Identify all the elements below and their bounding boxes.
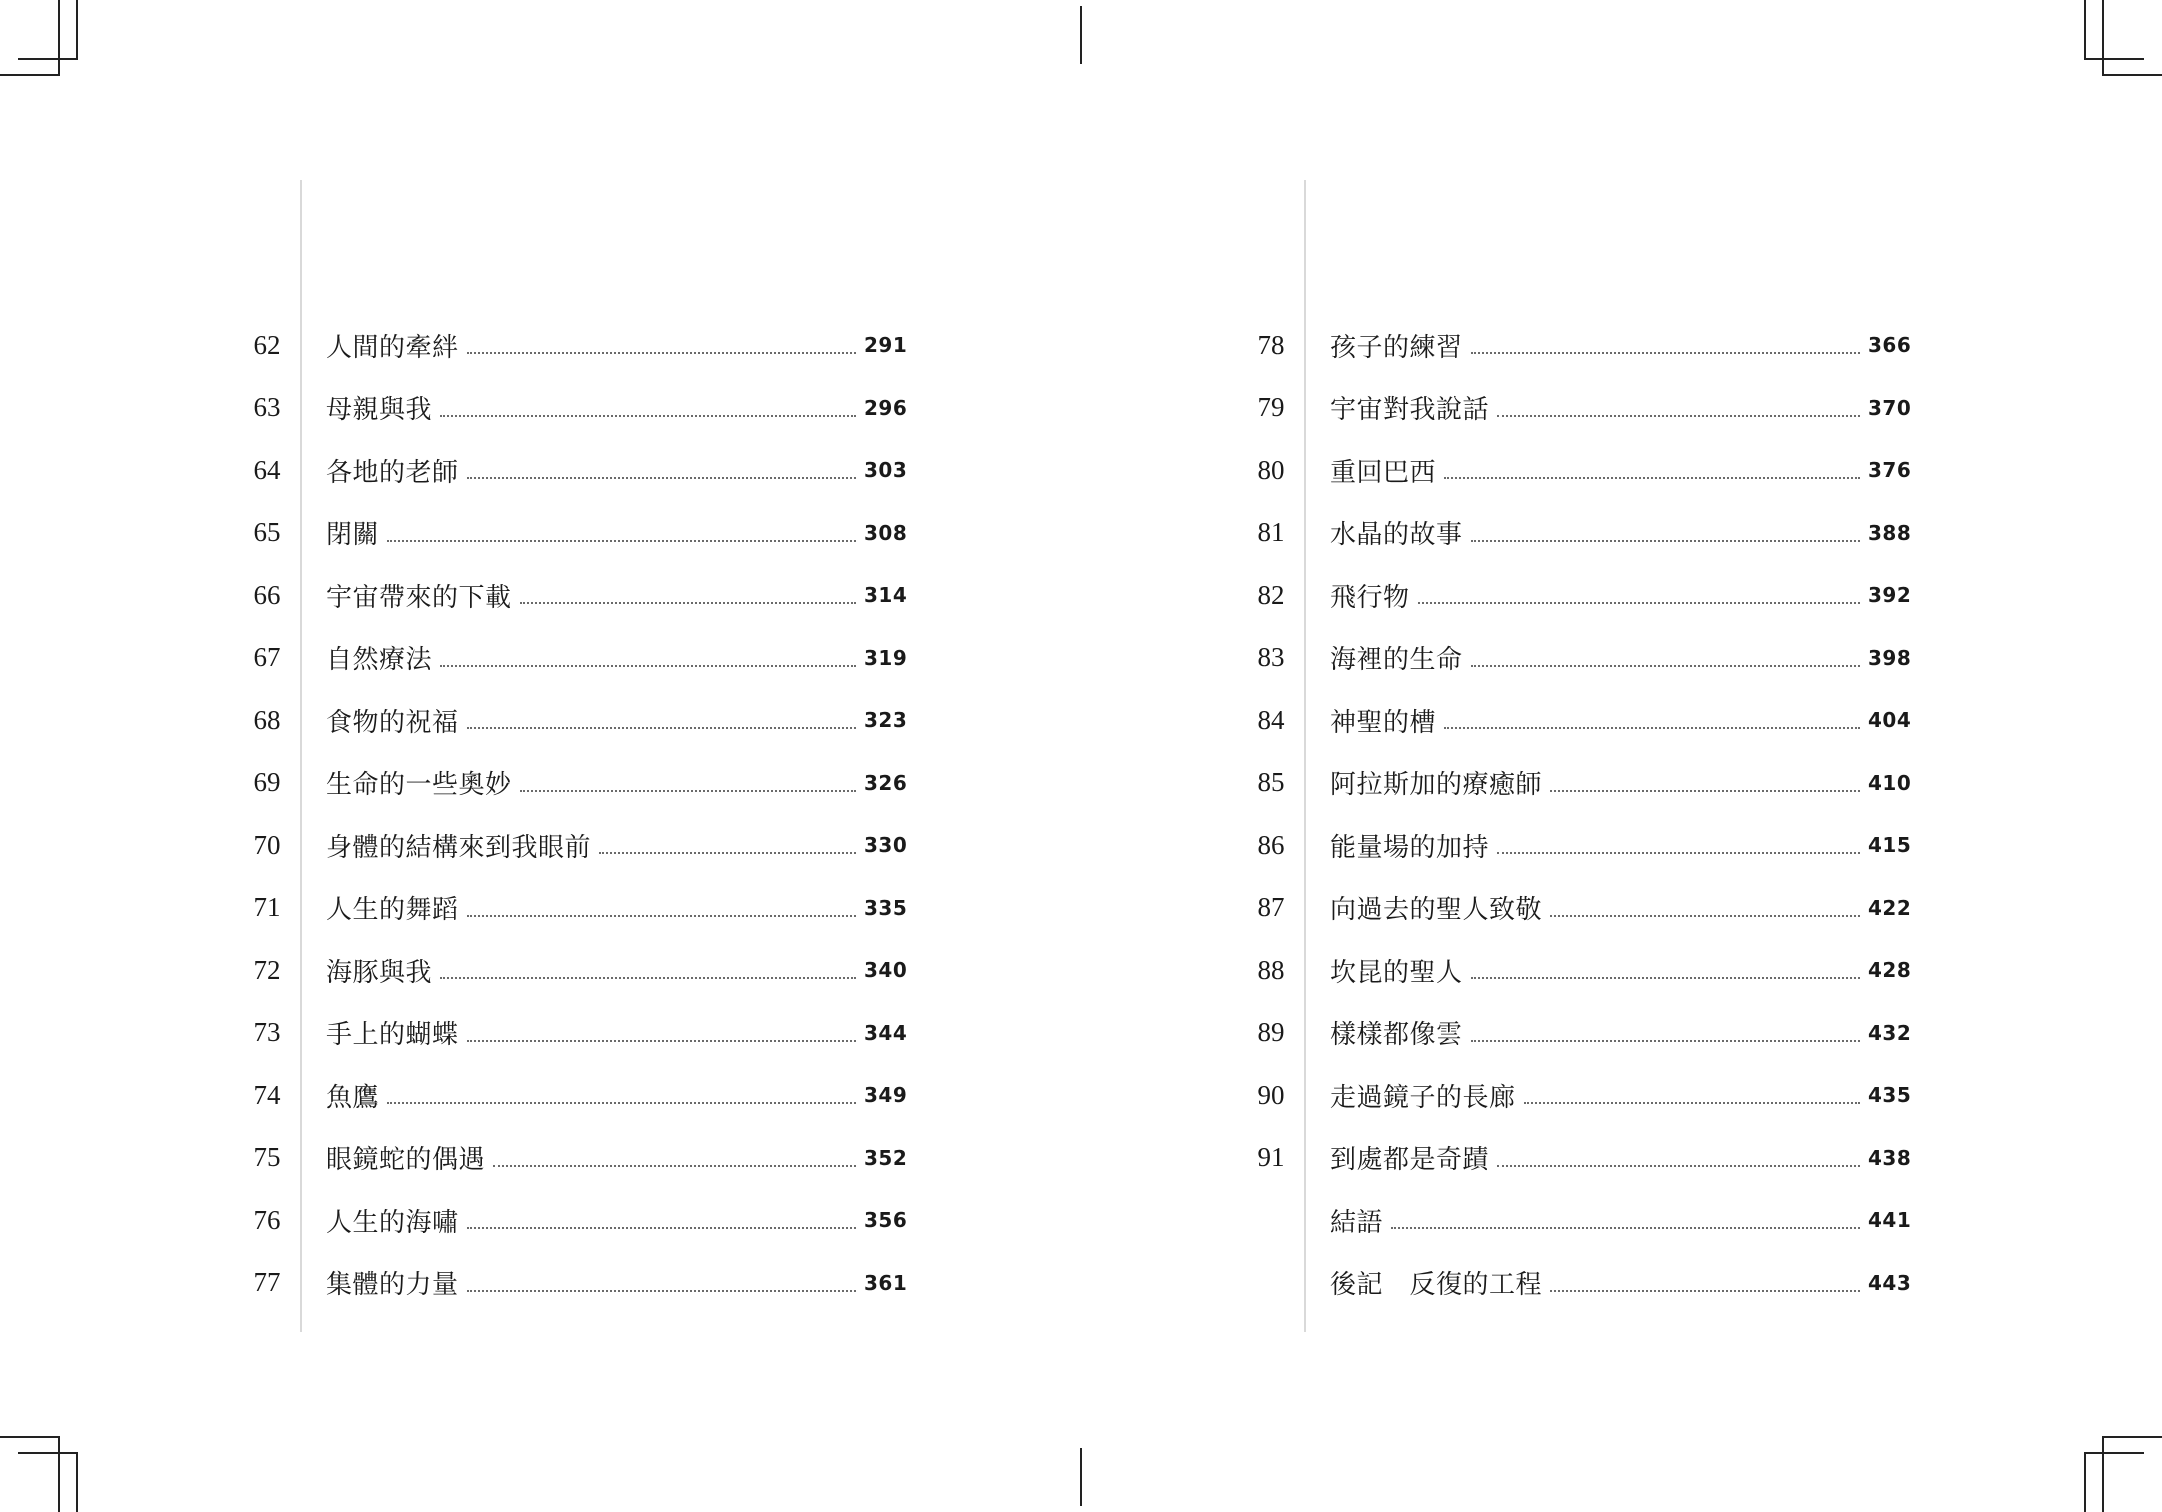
chapter-number: 83 — [1257, 642, 1285, 673]
chapter-title: 樣樣都像雲 — [1330, 1020, 1463, 1051]
toc-entry[interactable] — [250, 752, 910, 815]
chapter-title: 神聖的槽 — [1330, 707, 1437, 738]
page-number: 410 — [1868, 770, 1912, 795]
page-number: 415 — [1868, 833, 1912, 858]
chapter-number: 64 — [253, 454, 281, 485]
dot-leader — [467, 477, 856, 479]
toc-entry[interactable] — [250, 377, 910, 440]
chapter-title: 人生的舞蹈 — [326, 895, 459, 926]
chapter-number: 66 — [253, 579, 281, 610]
page-number: 432 — [1868, 1020, 1912, 1045]
chapter-number: 81 — [1257, 517, 1285, 548]
toc-entry[interactable] — [1254, 564, 1914, 627]
toc-entry[interactable] — [250, 564, 910, 627]
dot-leader — [1418, 602, 1860, 604]
chapter-title: 宇宙對我說話 — [1330, 395, 1490, 426]
chapter-title: 食物的祝福 — [326, 707, 459, 738]
chapter-number: 73 — [253, 1017, 281, 1048]
page-number: 376 — [1868, 458, 1912, 483]
chapter-title: 能量場的加持 — [1330, 832, 1490, 863]
page-number: 319 — [864, 645, 908, 670]
dot-leader — [440, 665, 856, 667]
toc-entry[interactable] — [1254, 1189, 1914, 1252]
toc-entry[interactable] — [1254, 377, 1914, 440]
chapter-title: 自然療法 — [326, 645, 433, 676]
toc-entry[interactable] — [250, 314, 910, 377]
page-number: 303 — [864, 458, 908, 483]
page-number: 428 — [1868, 958, 1912, 983]
dot-leader — [387, 540, 856, 542]
crop-mark-bottom-right-h2 — [2084, 1452, 2144, 1454]
toc-entry[interactable] — [1254, 1064, 1914, 1127]
dot-leader — [1550, 915, 1860, 917]
toc-page-left — [250, 180, 1030, 1332]
page-number: 296 — [864, 395, 908, 420]
chapter-number: 70 — [253, 829, 281, 860]
toc-entry[interactable] — [1254, 314, 1914, 377]
page-number: 361 — [864, 1270, 908, 1295]
page-number: 356 — [864, 1208, 908, 1233]
dot-leader — [1497, 1165, 1860, 1167]
chapter-title: 母親與我 — [326, 395, 433, 426]
dot-leader — [1444, 477, 1860, 479]
dot-leader — [440, 415, 856, 417]
dot-leader — [440, 977, 856, 979]
page-number: 308 — [864, 520, 908, 545]
chapter-number: 72 — [253, 954, 281, 985]
crop-mark-bottom-right-v — [2084, 1452, 2086, 1512]
chapter-title: 孩子的練習 — [1330, 332, 1463, 363]
crop-mark-top-center — [1080, 6, 1082, 64]
chapter-title: 閉關 — [326, 520, 380, 551]
chapter-title: 水晶的故事 — [1330, 520, 1463, 551]
page-number: 349 — [864, 1083, 908, 1108]
chapter-title: 身體的結構來到我眼前 — [326, 832, 592, 863]
dot-leader — [1471, 665, 1860, 667]
toc-entry[interactable] — [1254, 1127, 1914, 1190]
chapter-number: 76 — [253, 1204, 281, 1235]
page-number: 404 — [1868, 708, 1912, 733]
chapter-number: 79 — [1257, 392, 1285, 423]
toc-entry[interactable] — [250, 1064, 910, 1127]
chapter-number: 90 — [1257, 1079, 1285, 1110]
chapter-number: 88 — [1257, 954, 1285, 985]
page-number: 352 — [864, 1145, 908, 1170]
crop-mark-top-left-h2 — [18, 58, 78, 60]
page-number: 366 — [1868, 333, 1912, 358]
dot-leader — [467, 1227, 856, 1229]
chapter-number: 67 — [253, 642, 281, 673]
chapter-title: 到處都是奇蹟 — [1330, 1145, 1490, 1176]
crop-mark-bottom-left-h2 — [18, 1452, 78, 1454]
crop-mark-top-right-v — [2084, 0, 2086, 60]
dot-leader — [1471, 540, 1860, 542]
chapter-number: 71 — [253, 892, 281, 923]
dot-leader — [1391, 1227, 1860, 1229]
chapter-number: 74 — [253, 1079, 281, 1110]
dot-leader — [467, 1290, 856, 1292]
page-number: 344 — [864, 1020, 908, 1045]
chapter-title: 飛行物 — [1330, 582, 1410, 613]
page-number: 398 — [1868, 645, 1912, 670]
dot-leader — [1471, 352, 1860, 354]
toc-entry[interactable] — [250, 939, 910, 1002]
toc-list — [1254, 314, 1914, 1314]
page-number: 370 — [1868, 395, 1912, 420]
toc-entry[interactable] — [250, 439, 910, 502]
chapter-number: 65 — [253, 517, 281, 548]
chapter-number: 68 — [253, 704, 281, 735]
chapter-number: 75 — [253, 1142, 281, 1173]
toc-entry[interactable] — [1254, 689, 1914, 752]
crop-mark-top-left-h — [0, 74, 60, 76]
crop-mark-bottom-right-h — [2102, 1436, 2162, 1438]
dot-leader — [520, 602, 856, 604]
chapter-number: 84 — [1257, 704, 1285, 735]
chapter-number: 62 — [253, 329, 281, 360]
dot-leader — [1444, 727, 1860, 729]
chapter-title: 宇宙帶來的下載 — [326, 582, 512, 613]
toc-entry[interactable] — [1254, 939, 1914, 1002]
toc-entry[interactable] — [250, 814, 910, 877]
crop-mark-top-right-v2 — [2102, 0, 2104, 76]
chapter-title: 集體的力量 — [326, 1270, 459, 1301]
toc-entry[interactable] — [1254, 502, 1914, 565]
chapter-title: 眼鏡蛇的偶遇 — [326, 1145, 486, 1176]
dot-leader — [1550, 790, 1860, 792]
dot-leader — [387, 1102, 856, 1104]
chapter-number: 85 — [1257, 767, 1285, 798]
chapter-title: 後記 反復的工程 — [1330, 1270, 1543, 1301]
toc-entry[interactable] — [250, 1002, 910, 1065]
crop-mark-top-right-h2 — [2084, 58, 2144, 60]
chapter-title: 人間的牽絆 — [326, 332, 459, 363]
toc-entry[interactable] — [1254, 627, 1914, 690]
chapter-number: 77 — [253, 1267, 281, 1298]
page-number: 443 — [1868, 1270, 1912, 1295]
dot-leader — [467, 727, 856, 729]
toc-entry[interactable] — [1254, 1002, 1914, 1065]
chapter-title: 走過鏡子的長廊 — [1330, 1082, 1516, 1113]
page-number: 335 — [864, 895, 908, 920]
chapter-number: 91 — [1257, 1142, 1285, 1173]
chapter-number: 89 — [1257, 1017, 1285, 1048]
dot-leader — [1497, 852, 1860, 854]
chapter-title: 魚鷹 — [326, 1082, 380, 1113]
toc-entry[interactable] — [1254, 814, 1914, 877]
dot-leader — [1471, 977, 1860, 979]
dot-leader — [467, 1040, 856, 1042]
page-number: 435 — [1868, 1083, 1912, 1108]
crop-mark-bottom-center — [1080, 1448, 1082, 1506]
dot-leader — [493, 1165, 856, 1167]
dot-leader — [1497, 415, 1860, 417]
crop-mark-top-right-h — [2102, 74, 2162, 76]
page-number: 388 — [1868, 520, 1912, 545]
page-number: 291 — [864, 333, 908, 358]
dot-leader — [1524, 1102, 1860, 1104]
dot-leader — [467, 915, 856, 917]
dot-leader — [520, 790, 856, 792]
toc-page-right — [1254, 180, 2034, 1332]
toc-entry[interactable] — [250, 1189, 910, 1252]
page-number: 326 — [864, 770, 908, 795]
dot-leader — [1550, 1290, 1860, 1292]
dot-leader — [467, 352, 856, 354]
page-number: 314 — [864, 583, 908, 608]
chapter-title: 海豚與我 — [326, 957, 433, 988]
crop-mark-top-left-v2 — [58, 0, 60, 76]
toc-entry[interactable] — [1254, 1252, 1914, 1315]
crop-mark-top-left-v — [76, 0, 78, 60]
dot-leader — [599, 852, 856, 854]
toc-list — [250, 314, 910, 1314]
page-number: 422 — [1868, 895, 1912, 920]
chapter-title: 生命的一些奧妙 — [326, 770, 512, 801]
chapter-title: 坎昆的聖人 — [1330, 957, 1463, 988]
chapter-title: 結語 — [1330, 1207, 1384, 1238]
crop-mark-bottom-left-v2 — [58, 1436, 60, 1512]
chapter-number: 82 — [1257, 579, 1285, 610]
toc-entry[interactable] — [1254, 752, 1914, 815]
toc-entry[interactable] — [250, 1127, 910, 1190]
dot-leader — [1471, 1040, 1860, 1042]
chapter-title: 向過去的聖人致敬 — [1330, 895, 1543, 926]
crop-mark-bottom-left-v — [76, 1452, 78, 1512]
crop-mark-bottom-right-v2 — [2102, 1436, 2104, 1512]
chapter-title: 人生的海嘯 — [326, 1207, 459, 1238]
toc-entry[interactable] — [250, 1252, 910, 1315]
chapter-number: 78 — [1257, 329, 1285, 360]
toc-entry[interactable] — [250, 689, 910, 752]
page-number: 392 — [1868, 583, 1912, 608]
chapter-title: 阿拉斯加的療癒師 — [1330, 770, 1543, 801]
toc-entry[interactable] — [1254, 439, 1914, 502]
page-number: 330 — [864, 833, 908, 858]
page-number: 441 — [1868, 1208, 1912, 1233]
chapter-number: 63 — [253, 392, 281, 423]
chapter-title: 手上的蝴蝶 — [326, 1020, 459, 1051]
chapter-number: 87 — [1257, 892, 1285, 923]
toc-entry[interactable] — [250, 502, 910, 565]
chapter-number: 86 — [1257, 829, 1285, 860]
chapter-title: 海裡的生命 — [1330, 645, 1463, 676]
chapter-title: 各地的老師 — [326, 457, 459, 488]
toc-entry[interactable] — [250, 627, 910, 690]
crop-mark-bottom-left-h — [0, 1436, 60, 1438]
toc-entry[interactable] — [250, 877, 910, 940]
page-number: 323 — [864, 708, 908, 733]
chapter-number: 80 — [1257, 454, 1285, 485]
page-number: 438 — [1868, 1145, 1912, 1170]
page-number: 340 — [864, 958, 908, 983]
chapter-title: 重回巴西 — [1330, 457, 1437, 488]
chapter-number: 69 — [253, 767, 281, 798]
toc-entry[interactable] — [1254, 877, 1914, 940]
